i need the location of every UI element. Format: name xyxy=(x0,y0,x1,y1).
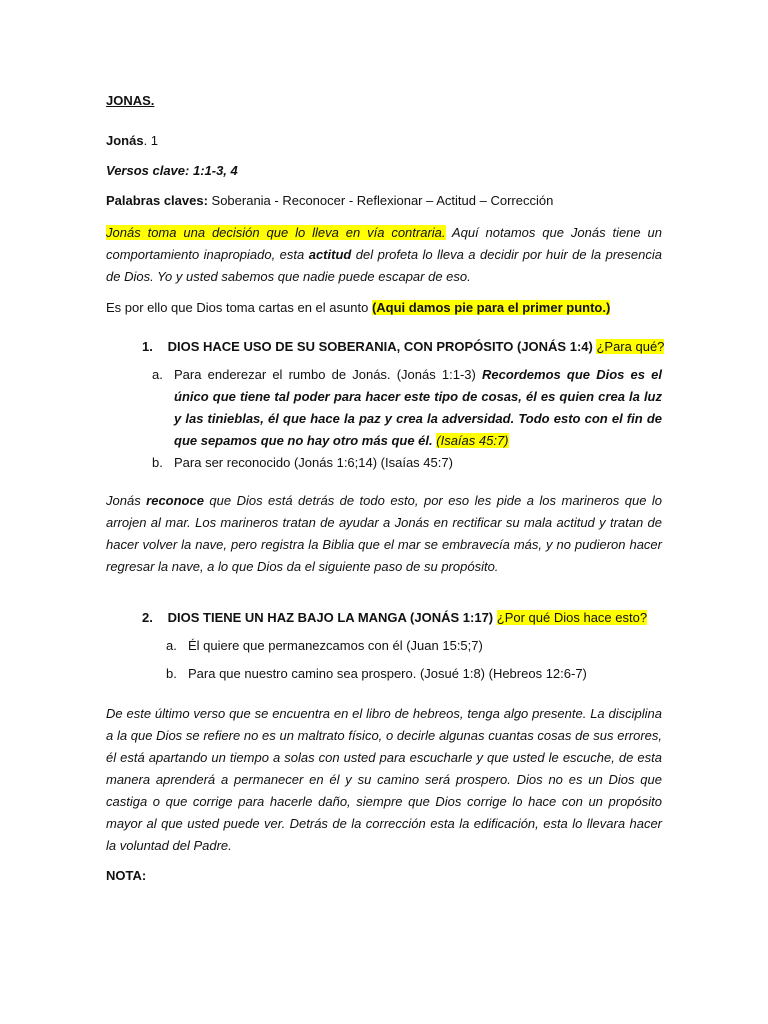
point2-b-text: Para que nuestro camino sea prospero. (Josué 1:8) (Hebreos 12:6-7) xyxy=(188,666,587,681)
key-verses: Versos clave: 1:1-3, 4 xyxy=(106,163,238,178)
point2-heading-text: DIOS TIENE UN HAZ BAJO LA MANGA (JONÁS 1:17) xyxy=(167,610,494,625)
point1-heading-text: DIOS HACE USO DE SU SOBERANIA, CON PROPÓSITO (JONÁS 1:4) xyxy=(167,339,593,354)
intro-text-1: Aquí notamos que Jonás tiene un comportamiento inapropiado, esta xyxy=(106,225,662,262)
point1-b-text: Para ser reconocido (Jonás 1:6;14) (Isaías 45:7) xyxy=(174,455,453,470)
point1-a-plain: Para enderezar el rumbo de Jonás. (Jonás 1:1-3) xyxy=(174,367,483,382)
document-title: JONAS. xyxy=(106,93,155,108)
point1-b-marker: b. xyxy=(152,455,163,470)
point2-a-text: Él quiere que permanezcamos con él (Juan 15:5;7) xyxy=(188,638,483,653)
book-chapter: . 1 xyxy=(143,133,159,148)
point2-heading xyxy=(142,609,647,627)
point1-a-emphasis: Recordemos que Dios es el único que tiene tal poder para hacer este tipo de cosas, él es quien crea la luz y las tinieblas, él que hace la paz y crea la adversidad. Todo esto con el fin de que sepamos que no hay otro más que él. xyxy=(174,367,662,448)
intro-paragraph xyxy=(106,222,662,288)
point2-question: ¿Por qué Dios hace esto? xyxy=(496,610,648,625)
keywords-label: Palabras claves: xyxy=(106,193,208,208)
paragraph-3: De este último verso que se encuentra en el libro de hebreos, tenga algo presente. La disciplina a la que Dios se refiere no es un maltrato físico, o decirle algunas cuantas cosas de sus errores, él está apartando un tiempo a solas con usted para escucharle y que usted le escuche, de esta manera aprenderá a permanecer en él y su camino será prospero. Dios no es un Dios que castiga o que corrige para hacerle daño, siempre que Dios corrige lo hace con un propósito mayor al que usted puede ver. Detrás de la corrección esta la edificación, esta lo llevara hacer la voluntad del Padre. xyxy=(106,706,662,853)
point1-a-text xyxy=(174,364,662,452)
intro-highlight: Jonás toma una decisión que lo lleva en vía contraria. xyxy=(106,225,446,240)
transition-text: Es por ello que Dios toma cartas en el asunto xyxy=(106,300,372,315)
intro-text-2: del profeta lo lleva a decidir por huir de la presencia de Dios. Yo y usted sabemos que nadie puede escapar de eso. xyxy=(106,247,662,284)
point1-question: ¿Para qué? xyxy=(596,339,665,354)
transition-highlight: (Aqui damos pie para el primer punto.) xyxy=(371,300,611,315)
book-chapter-line xyxy=(106,132,158,150)
nota-label: NOTA: xyxy=(106,868,147,883)
point2-a-marker: a. xyxy=(166,638,177,653)
keywords-value: Soberania - Reconocer - Reflexionar – Actitud – Corrección xyxy=(207,193,554,208)
intro-bold-actitud: actitud xyxy=(308,247,352,262)
point1-a-marker: a. xyxy=(152,367,163,382)
transition-line xyxy=(106,299,610,317)
point2-b-marker: b. xyxy=(166,666,177,681)
paragraph2-text-2: que Dios está detrás de todo esto, por eso les pide a los marineros que lo arrojen al mar. Los marineros tratan de ayudar a Jonás en rectificar su mala actitud y tratan de hacer volver la nave, pero registra la Biblia que el mar se embravecía más, y no pudieron hacer regresar la nave, a lo que Dios da el siguiente paso de su propósito. xyxy=(106,493,662,574)
keywords-line xyxy=(106,192,553,210)
paragraph-2 xyxy=(106,490,662,578)
point1-number: 1. xyxy=(142,339,153,354)
paragraph2-bold-reconoce: reconoce xyxy=(146,493,204,508)
point1-a-reference: (Isaías 45:7) xyxy=(436,433,509,448)
point2-number: 2. xyxy=(142,610,153,625)
book-name: Jonás xyxy=(106,133,144,148)
point1-heading xyxy=(142,338,664,356)
paragraph2-text-1: Jonás xyxy=(106,493,147,508)
